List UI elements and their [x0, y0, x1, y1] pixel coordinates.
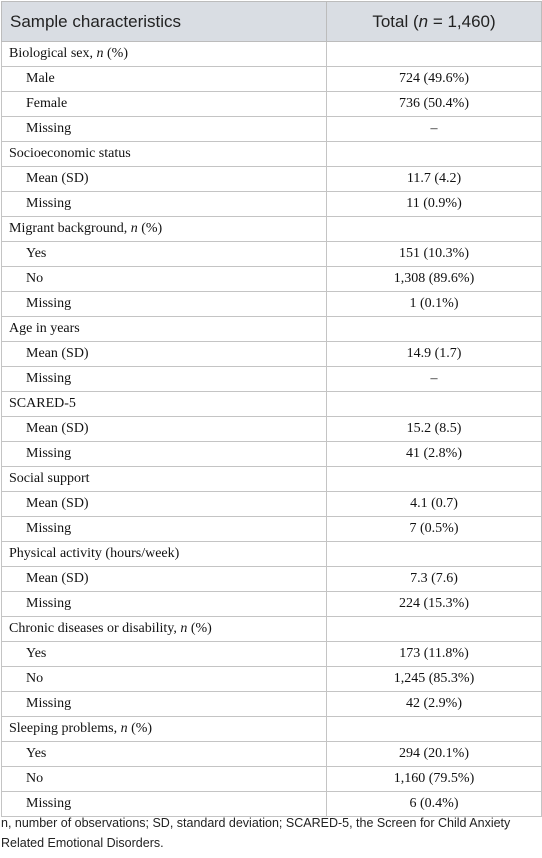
row-value: 736 (50.4%) [327, 92, 542, 117]
row-label [2, 667, 327, 692]
row-label-text: Social support [9, 471, 90, 486]
row-label-text: Chronic diseases or disability, [9, 621, 181, 636]
group-label [2, 542, 327, 567]
row-label-n: n [120, 721, 128, 736]
row-label [2, 92, 327, 117]
row-value: 11.7 (4.2) [327, 167, 542, 192]
row-label-text: Missing [26, 121, 72, 136]
row-label [2, 167, 327, 192]
row-label-text: Male [26, 71, 55, 86]
header-total-prefix: Total ( [372, 11, 419, 31]
row-label [2, 117, 327, 142]
table-footnote: n, number of observations; SD, standard deviation; SCARED-5, the Screen for Child Anxiety Related Emotional Disorders. [1, 816, 511, 850]
header-total-n: n [418, 11, 429, 31]
row-value: 7.3 (7.6) [327, 567, 542, 592]
row-value: – [327, 117, 542, 142]
table-group-row [2, 142, 542, 167]
table-row [2, 292, 542, 317]
row-label-text: Missing [26, 696, 72, 711]
table-row [2, 92, 542, 117]
row-label [2, 367, 327, 392]
table-row [2, 667, 542, 692]
row-label-text: Missing [26, 596, 72, 611]
row-value: 1,245 (85.3%) [327, 667, 542, 692]
row-label-text: Mean (SD) [26, 421, 89, 436]
table-row [2, 267, 542, 292]
table-row [2, 242, 542, 267]
table-row [2, 367, 542, 392]
row-label [2, 642, 327, 667]
row-label [2, 342, 327, 367]
row-value: 1,160 (79.5%) [327, 767, 542, 792]
row-label [2, 442, 327, 467]
row-label-n: n [130, 221, 138, 236]
row-value: 1 (0.1%) [327, 292, 542, 317]
row-label-text: Age in years [9, 321, 80, 336]
table-row [2, 67, 542, 92]
table-group-row [2, 392, 542, 417]
header-total [327, 2, 542, 42]
row-label-suffix: (%) [103, 46, 128, 61]
table-row [2, 742, 542, 767]
row-label-text: SCARED-5 [9, 396, 76, 411]
row-value: 42 (2.9%) [327, 692, 542, 717]
row-value [327, 542, 542, 567]
row-label [2, 192, 327, 217]
row-value: 6 (0.4%) [327, 792, 542, 817]
row-value: 1,308 (89.6%) [327, 267, 542, 292]
row-label-text: Mean (SD) [26, 571, 89, 586]
row-label-text: Migrant background, [9, 221, 131, 236]
table-row [2, 417, 542, 442]
row-label-text: Yes [26, 746, 47, 761]
row-label [2, 242, 327, 267]
row-label [2, 742, 327, 767]
row-value: 294 (20.1%) [327, 742, 542, 767]
row-label [2, 592, 327, 617]
row-label-n: n [180, 621, 188, 636]
table-row [2, 692, 542, 717]
table-row [2, 442, 542, 467]
group-label [2, 717, 327, 742]
row-value [327, 617, 542, 642]
table-group-row [2, 317, 542, 342]
row-label-text: Mean (SD) [26, 171, 89, 186]
table-row [2, 492, 542, 517]
row-label-text: No [26, 271, 44, 286]
row-value: 7 (0.5%) [327, 517, 542, 542]
row-label-text: Missing [26, 196, 72, 211]
row-value: 173 (11.8%) [327, 642, 542, 667]
row-value [327, 392, 542, 417]
table-row [2, 592, 542, 617]
row-label-text: Missing [26, 371, 72, 386]
characteristics-table [1, 1, 542, 817]
row-value: 4.1 (0.7) [327, 492, 542, 517]
table-group-row [2, 217, 542, 242]
row-value [327, 467, 542, 492]
row-value [327, 317, 542, 342]
row-value: 11 (0.9%) [327, 192, 542, 217]
row-label-text: Missing [26, 296, 72, 311]
group-label [2, 142, 327, 167]
table-row [2, 167, 542, 192]
table-group-row [2, 617, 542, 642]
row-label-text: Missing [26, 446, 72, 461]
row-value: 14.9 (1.7) [327, 342, 542, 367]
group-label [2, 617, 327, 642]
row-label-text: Yes [26, 246, 47, 261]
table-row [2, 517, 542, 542]
row-label-suffix: (%) [127, 721, 153, 736]
row-label-n: n [96, 46, 104, 61]
row-label-suffix: (%) [187, 621, 212, 636]
table-row [2, 567, 542, 592]
table-row [2, 117, 542, 142]
row-label-text: Biological sex, [9, 46, 97, 61]
row-label [2, 517, 327, 542]
group-label [2, 467, 327, 492]
row-label-text: No [26, 771, 44, 786]
row-label [2, 567, 327, 592]
header-total-suffix: = 1,460) [428, 11, 496, 31]
row-label [2, 292, 327, 317]
group-label [2, 42, 327, 67]
table-group-row [2, 467, 542, 492]
row-label-text: Socioeconomic status [9, 146, 131, 161]
row-value [327, 42, 542, 67]
row-label [2, 267, 327, 292]
row-value: – [327, 367, 542, 392]
row-label-text: Sleeping problems, [9, 721, 121, 736]
row-value [327, 717, 542, 742]
row-label-text: Mean (SD) [26, 496, 89, 511]
row-label-text: Missing [26, 796, 72, 811]
row-label [2, 692, 327, 717]
row-label-text: Physical activity (hours/week) [9, 546, 180, 561]
table-row [2, 642, 542, 667]
table-group-row [2, 717, 542, 742]
table-group-row [2, 42, 542, 67]
row-value: 41 (2.8%) [327, 442, 542, 467]
header-sample-characteristics: Sample characteristics [2, 2, 327, 42]
header-row [2, 2, 542, 42]
row-label-text: Yes [26, 646, 47, 661]
group-label [2, 392, 327, 417]
group-label [2, 317, 327, 342]
row-label [2, 67, 327, 92]
row-label-text: Mean (SD) [26, 346, 89, 361]
table-body [2, 42, 542, 817]
row-label-suffix: (%) [137, 221, 163, 236]
row-label-text: Missing [26, 521, 72, 536]
table-group-row [2, 542, 542, 567]
row-value: 15.2 (8.5) [327, 417, 542, 442]
row-value: 724 (49.6%) [327, 67, 542, 92]
group-label [2, 217, 327, 242]
row-value [327, 142, 542, 167]
row-label [2, 417, 327, 442]
row-label [2, 767, 327, 792]
row-value [327, 217, 542, 242]
row-label [2, 492, 327, 517]
table-row [2, 767, 542, 792]
row-value: 224 (15.3%) [327, 592, 542, 617]
table-row [2, 342, 542, 367]
row-value: 151 (10.3%) [327, 242, 542, 267]
table-row [2, 192, 542, 217]
row-label-text: No [26, 671, 44, 686]
row-label-text: Female [26, 96, 68, 111]
